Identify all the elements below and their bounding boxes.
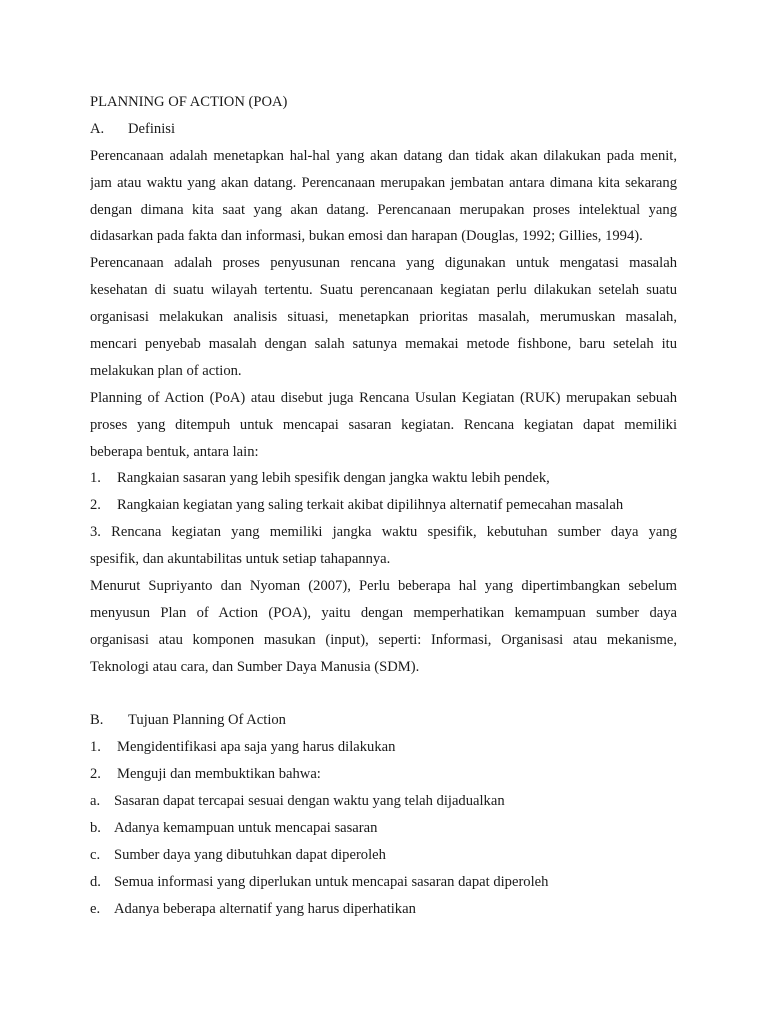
paragraph-line: jam atau waktu yang akan datang. Perencanaan merupakan jembatan antara dimana kita sekarang <box>90 174 677 191</box>
document-page <box>90 89 677 923</box>
list-item-continuation: spesifik, dan akuntabilitas untuk setiap tahapannya. <box>90 551 391 568</box>
section-a-marker: A. <box>90 120 105 137</box>
list-letter: c. <box>90 846 101 863</box>
paragraph-supriyanto <box>90 573 677 681</box>
paragraph-line: dengan dimana kita saat yang akan datang. Perencanaan merupakan proses intelektual yang <box>90 201 677 218</box>
list-item <box>90 896 677 923</box>
list-item <box>90 761 677 788</box>
paragraph-definition-2 <box>90 250 677 384</box>
list-item <box>90 519 677 546</box>
paragraph-line: organisasi melakukan analisis situasi, menetapkan prioritas masalah, merumuskan masalah, <box>90 309 677 326</box>
list-number: 1. <box>90 470 101 487</box>
list-item-text: Adanya kemampuan untuk mencapai sasaran <box>114 820 378 837</box>
list-item-text: Sasaran dapat tercapai sesuai dengan waktu yang telah dijadualkan <box>114 793 505 810</box>
list-number: 1. <box>90 739 101 756</box>
numbered-list-forms <box>90 465 677 573</box>
list-item <box>90 492 677 519</box>
list-item-text: Mengidentifikasi apa saja yang harus dilakukan <box>117 739 396 756</box>
paragraph-line: Menurut Supriyanto dan Nyoman (2007), Perlu beberapa hal yang dipertimbangkan sebelum <box>90 578 677 595</box>
paragraph-line: didasarkan pada fakta dan informasi, bukan emosi dan harapan (Douglas, 1992; Gillies, 1994). <box>90 228 643 245</box>
list-item <box>90 869 677 896</box>
paragraph-line: Perencanaan adalah proses penyusunan rencana yang digunakan untuk mengatasi masalah <box>90 255 677 272</box>
list-item-text: Rencana kegiatan yang memiliki jangka waktu spesifik, kebutuhan sumber daya yang <box>111 524 677 541</box>
blank-line <box>90 681 677 708</box>
paragraph-line: Planning of Action (PoA) atau disebut juga Rencana Usulan Kegiatan (RUK) merupakan sebuah <box>90 389 677 406</box>
paragraph-line: kesehatan di suatu wilayah tertentu. Suatu perencanaan kegiatan perlu dilakukan setelah suatu <box>90 282 677 299</box>
paragraph-line: melakukan plan of action. <box>90 362 242 379</box>
list-letter: e. <box>90 900 101 917</box>
numbered-list-goals <box>90 734 677 788</box>
section-b-marker: B. <box>90 712 104 729</box>
paragraph-line: proses yang ditempuh untuk mencapai sasaran kegiatan. Rencana kegiatan dapat memiliki <box>90 416 677 433</box>
list-item-text: Rangkaian kegiatan yang saling terkait akibat dipilihnya alternatif pemecahan masalah <box>117 497 624 514</box>
paragraph-definition-1 <box>90 143 677 251</box>
list-number: 2. <box>90 766 101 783</box>
paragraph-poa-intro <box>90 385 677 466</box>
paragraph-line: Teknologi atau cara, dan Sumber Daya Manusia (SDM). <box>90 658 420 675</box>
list-item-text: Adanya beberapa alternatif yang harus diperhatikan <box>114 900 416 917</box>
paragraph-line: menyusun Plan of Action (POA), yaitu dengan memperhatikan kemampuan sumber daya <box>90 604 677 621</box>
section-b-title: Tujuan Planning Of Action <box>128 712 286 729</box>
list-item <box>90 842 677 869</box>
list-number: 2. <box>90 497 101 514</box>
list-letter: d. <box>90 873 101 890</box>
list-item-text: Sumber daya yang dibutuhkan dapat diperoleh <box>114 846 386 863</box>
list-item <box>90 465 677 492</box>
paragraph-line: organisasi atau komponen masukan (input), seperti: Informasi, Organisasi atau mekanisme, <box>90 631 677 648</box>
list-letter: a. <box>90 793 101 810</box>
document-title: PLANNING OF ACTION (POA) <box>90 94 288 110</box>
list-item <box>90 734 677 761</box>
list-item-text: Rangkaian sasaran yang lebih spesifik dengan jangka waktu lebih pendek, <box>117 470 550 487</box>
list-item <box>90 788 677 815</box>
section-a-title: Definisi <box>128 120 176 137</box>
paragraph-line: mencari penyebab masalah dengan salah satunya memakai metode fishbone, baru setelah itu <box>90 336 677 353</box>
list-item-text: Menguji dan membuktikan bahwa: <box>117 766 321 783</box>
section-a-heading <box>90 116 677 143</box>
list-letter: b. <box>90 820 101 837</box>
list-number: 3. <box>90 524 101 541</box>
section-b-heading <box>90 707 677 734</box>
list-item-text: Semua informasi yang diperlukan untuk mencapai sasaran dapat diperoleh <box>114 873 549 890</box>
list-item <box>90 815 677 842</box>
paragraph-line: Perencanaan adalah menetapkan hal-hal yang akan datang dan tidak akan dilakukan pada menit, <box>90 147 677 164</box>
paragraph-line: beberapa bentuk, antara lain: <box>90 443 259 460</box>
lettered-list <box>90 788 677 922</box>
